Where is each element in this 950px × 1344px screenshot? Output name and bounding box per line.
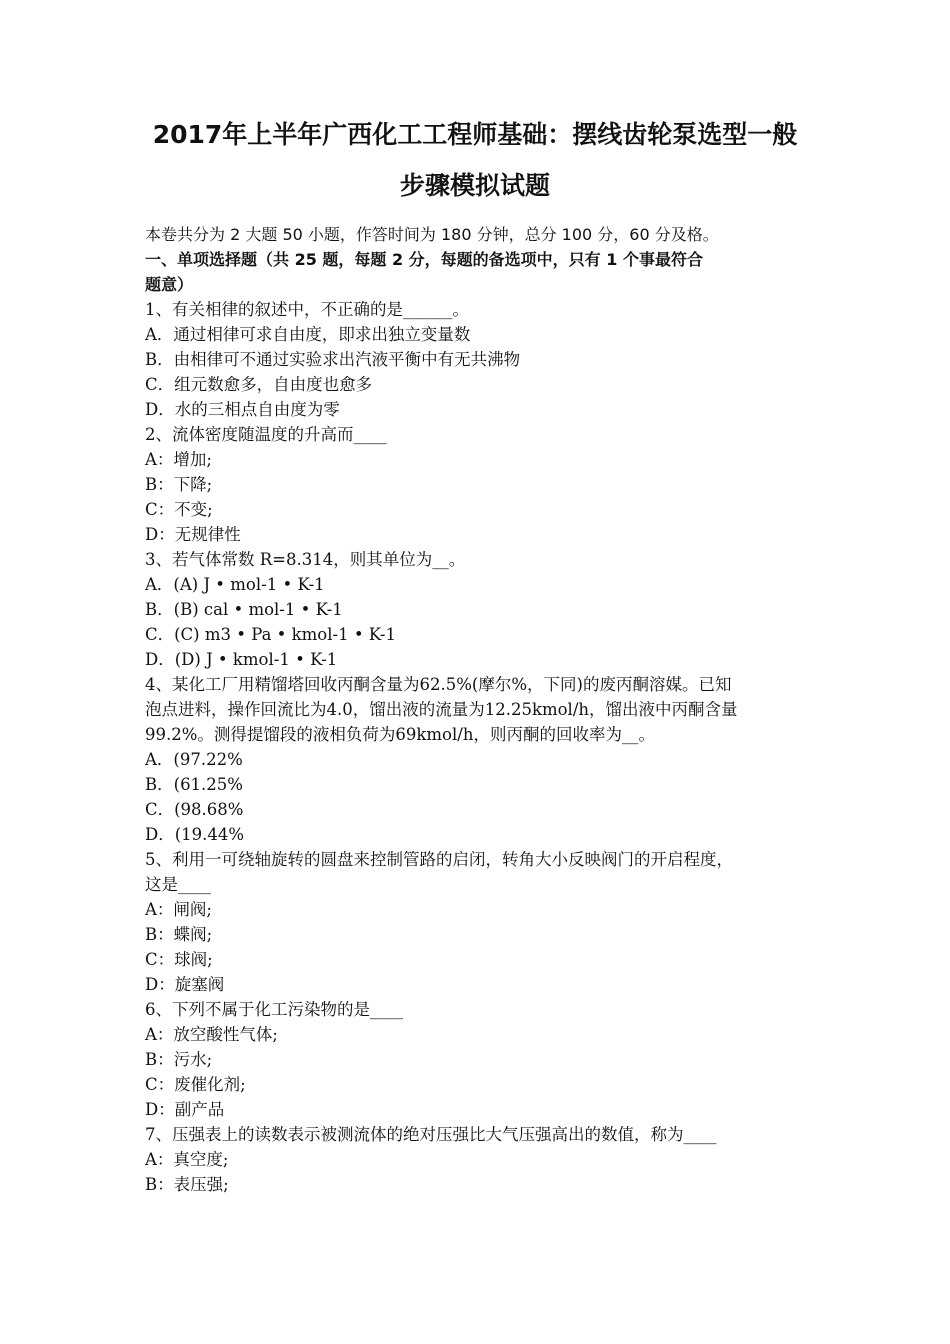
question-1-option-a: A．通过相律可求自由度，即求出独立变量数 [145,325,471,344]
question-4: 4、某化工厂用精馏塔回收丙酮含量为62.5%(摩尔%，下同)的废丙酮溶媒。已知 [145,675,732,694]
question-5-continued: 这是____ [145,875,211,894]
document-body [145,222,815,1197]
question-2-option-a: A：增加; [145,450,212,469]
question-2-option-d: D：无规律性 [145,525,241,544]
question-3-option-b: B．(B) cal • mol-1 • K-1 [145,600,343,619]
question-3-option-a: A．(A) J • mol-1 • K-1 [145,575,325,594]
question-2-option-b: B：下降; [145,475,213,494]
question-1: 1、有关相律的叙述中，不正确的是______。 [145,300,469,319]
question-5: 5、利用一可绕轴旋转的圆盘来控制管路的启闭，转角大小反映阀门的开启程度， [145,850,733,869]
document-title-line-1: 2017年上半年广西化工工程师基础：摆线齿轮泵选型一般 [152,120,798,149]
question-6-option-c: C：废催化剂; [145,1075,246,1094]
question-6-option-b: B：污水; [145,1050,213,1069]
question-6-option-a: A：放空酸性气体; [145,1025,278,1044]
question-4-option-a: A．(97.22% [145,750,243,769]
question-4-continued: 99.2%。测得提馏段的液相负荷为69kmol/h，则丙酮的回收率为__。 [145,725,655,744]
question-4-option-b: B．(61.25% [145,775,243,794]
question-4-option-d: D．(19.44% [145,825,245,844]
question-3: 3、若气体常数 R=8.314，则其单位为__。 [145,550,466,569]
section-heading-continued: 题意） [145,275,194,294]
question-5-option-a: A：闸阀; [145,900,212,919]
question-3-option-d: D．(D) J • kmol-1 • K-1 [145,650,338,669]
question-7-option-b: B：表压强; [145,1175,229,1194]
question-6-option-d: D：副产品 [145,1100,225,1119]
question-4-continued: 泡点进料，操作回流比为4.0，馏出液的流量为12.25kmol/h，馏出液中丙酮含量 [145,700,738,719]
question-2: 2、流体密度随温度的升高而____ [145,425,387,444]
question-5-option-c: C：球阀; [145,950,213,969]
question-1-option-b: B．由相律可不通过实验求出汽液平衡中有无共沸物 [145,350,521,369]
question-6: 6、下列不属于化工污染物的是____ [145,1000,403,1019]
section-heading: 一、单项选择题（共 25 题，每题 2 分，每题的备选项中，只有 1 个事最符合 [145,250,703,269]
question-2-option-c: C：不变; [145,500,213,519]
document-title-line-2: 步骤模拟试题 [399,171,550,200]
question-7: 7、压强表上的读数表示被测流体的绝对压强比大气压强高出的数值，称为____ [145,1125,717,1144]
question-7-option-a: A：真空度; [145,1150,229,1169]
question-1-option-c: C．组元数愈多，自由度也愈多 [145,375,373,394]
question-5-option-b: B：蝶阀; [145,925,213,944]
question-3-option-c: C．(C) m3 • Pa • kmol-1 • K-1 [145,625,397,644]
question-1-option-d: D．水的三相点自由度为零 [145,400,340,419]
question-5-option-d: D：旋塞阀 [145,975,225,994]
question-4-option-c: C．(98.68% [145,800,244,819]
exam-intro: 本卷共分为 2 大题 50 小题，作答时间为 180 分钟，总分 100 分，60 分及格。 [145,225,719,244]
